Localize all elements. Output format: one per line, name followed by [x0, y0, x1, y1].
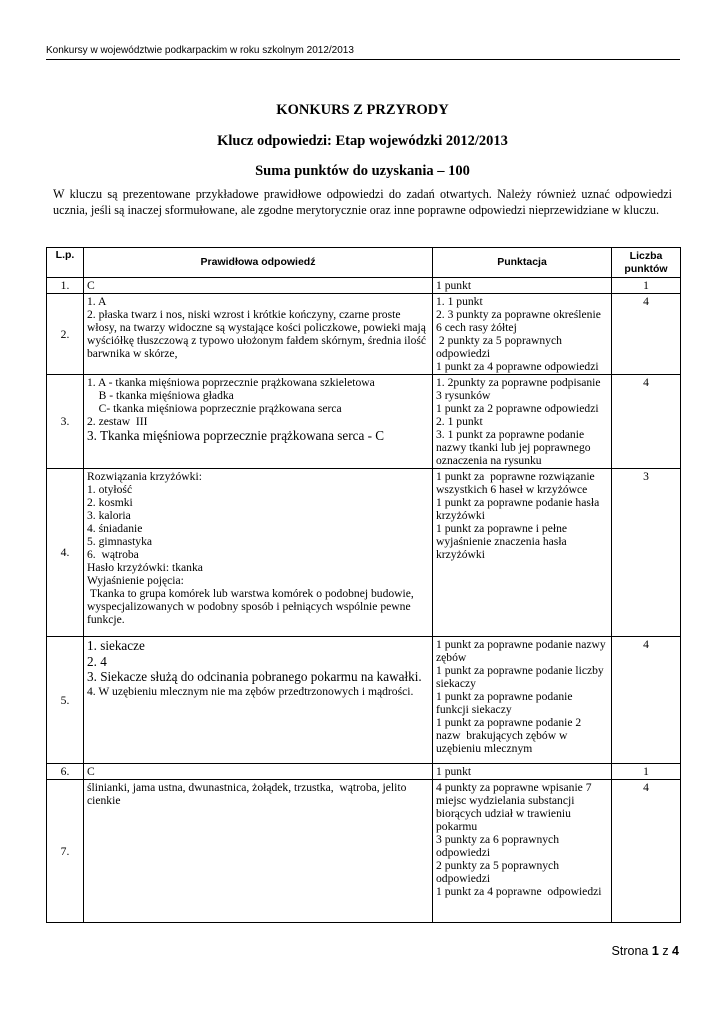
cell-line: Tkanka to grupa komórek lub warstwa komórek o podobnej budowie, wyspecjalizowanych w podobny sposób i pełniących wspólnie pewne funkcje. [87, 587, 417, 626]
cell-line: 3. Tkanka mięśniowa poprzecznie prążkowana serca - C [87, 428, 385, 443]
answer-key-table [46, 247, 681, 923]
cell-line: 2. płaska twarz i nos, niski wzrost i krótkie kończyny, czarne proste włosy, na twarzy widoczne są wystające kości policzkowe, powieki mają wyściółkę tłuszczową z typowo ułożonym fałdem skórnym, średnia ilość barwnika w skórze, [87, 308, 429, 360]
cell-line: 1 punkt za poprawne podanie nazwy zębów [436, 638, 609, 664]
cell-line: 3. Siekacze służą do odcinania pobranego pokarmu na kawałki. [87, 669, 422, 684]
cell-points: 4 [612, 375, 681, 469]
cell-answer [84, 278, 433, 294]
cell-lp: 3. [47, 375, 84, 469]
cell-line: 1 punkt za poprawne podanie liczby siekaczy [436, 664, 607, 690]
cell-scoring [433, 637, 612, 764]
cell-line: B - tkanka mięśniowa gładka [87, 389, 234, 402]
cell-line: Rozwiązania krzyżówki: [87, 470, 202, 483]
cell-line: C [87, 765, 95, 778]
cell-points: 1 [612, 764, 681, 780]
cell-line: 6. wątroba [87, 548, 139, 561]
cell-line: Wyjaśnienie pojęcia: [87, 574, 184, 587]
cell-lp: 7. [47, 780, 84, 923]
cell-line: Hasło krzyżówki: tkanka [87, 561, 203, 574]
cell-line: 2. kosmki [87, 496, 133, 509]
cell-scoring [433, 780, 612, 923]
table-row [47, 375, 681, 469]
cell-line: 3. kaloria [87, 509, 131, 522]
cell-line: C [87, 279, 95, 292]
table-row [47, 780, 681, 923]
cell-line: 1. 2punkty za poprawne podpisanie 3 rysunków [436, 376, 604, 402]
table-row [47, 294, 681, 375]
cell-line: 1 punkt za poprawne i pełne wyjaśnienie znaczenia hasła krzyżówki [436, 522, 570, 561]
cell-points: 4 [612, 780, 681, 923]
footer-separator: z [662, 944, 669, 958]
cell-scoring [433, 764, 612, 780]
cell-answer [84, 469, 433, 637]
header-lp: L.p. [47, 248, 84, 278]
document-subtitle: Klucz odpowiedzi: Etap wojewódzki 2012/2013 [217, 133, 508, 149]
cell-line: 1 punkt [436, 765, 472, 778]
cell-answer [84, 375, 433, 469]
cell-line: 2. 4 [87, 653, 107, 669]
cell-line: C- tkanka mięśniowa poprzecznie prążkowana serca [87, 402, 342, 415]
document-title: KONKURS Z PRZYRODY [276, 102, 449, 118]
table-row [47, 278, 681, 294]
cell-line: 4. W uzębieniu mlecznym nie ma zębów przedtrzonowych i mądrości. [87, 684, 414, 698]
header-points: Liczba punktów [612, 248, 681, 278]
cell-line: 2. 3 punkty za poprawne określenie 6 cech rasy żółtej [436, 308, 604, 334]
cell-line: 2 punkty za 5 poprawnych odpowiedzi [436, 334, 565, 360]
cell-line: 1 punkt za 4 poprawne odpowiedzi [436, 360, 599, 373]
header-divider [46, 59, 680, 60]
cell-lp: 2. [47, 294, 84, 375]
intro-paragraph: W kluczu są prezentowane przykładowe prawidłowe odpowiedzi do zadań otwartych. Należy również uznać odpowiedzi ucznia, jeśli są inaczej sformułowane, ale zgodne merytorycznie oraz inne poprawne odpowiedzi nieprzewidziane w kluczu. [53, 187, 672, 217]
cell-line: 1. otyłość [87, 483, 133, 496]
cell-line: 1 punkt za poprawne podanie hasła krzyżówki [436, 496, 603, 522]
cell-line: 1. A [87, 295, 107, 308]
cell-points: 1 [612, 278, 681, 294]
table-row [47, 469, 681, 637]
cell-lp: 4. [47, 469, 84, 637]
cell-lp: 6. [47, 764, 84, 780]
cell-answer [84, 294, 433, 375]
cell-line: 5. gimnastyka [87, 535, 153, 548]
total-points-heading: Suma punktów do uzyskania – 100 [255, 163, 470, 179]
cell-lp: 1. [47, 278, 84, 294]
cell-line: 1 punkt za 2 poprawne odpowiedzi [436, 402, 599, 415]
cell-line: 4 punkty za poprawne wpisanie 7 miejsc wydzielania substancji biorących udział w trawieniu pokarmu [436, 781, 595, 833]
cell-line: 1 punkt za 4 poprawne odpowiedzi [436, 885, 602, 898]
footer-page-number: 1 [651, 944, 659, 958]
cell-points: 3 [612, 469, 681, 637]
cell-line: 1 punkt za poprawne rozwiązanie wszystkich 6 haseł w krzyżówce [436, 470, 598, 496]
cell-answer [84, 764, 433, 780]
cell-scoring [433, 294, 612, 375]
table-row [47, 764, 681, 780]
cell-line: ślinianki, jama ustna, dwunastnica, żołądek, trzustka, wątroba, jelito cienkie [87, 781, 410, 807]
footer-prefix: Strona [611, 944, 649, 958]
cell-line: 1 punkt za poprawne podanie funkcji siekaczy [436, 690, 576, 716]
header-answer: Prawidłowa odpowiedź [84, 248, 433, 278]
cell-line: 2. zestaw III [87, 415, 148, 428]
cell-points: 4 [612, 294, 681, 375]
cell-lp: 5. [47, 637, 84, 764]
cell-line: 1 punkt [436, 279, 472, 292]
cell-line: 2. 1 punkt [436, 415, 483, 428]
cell-line: 3 punkty za 6 poprawnych odpowiedzi [436, 833, 562, 859]
cell-line: 1 punkt za poprawne podanie 2 nazw brakujących zębów w uzębieniu mlecznym [436, 716, 585, 755]
cell-scoring [433, 375, 612, 469]
cell-answer [84, 780, 433, 923]
table-row [47, 637, 681, 764]
cell-line: 1. siekacze [87, 638, 145, 653]
cell-line: 1. 1 punkt [436, 295, 483, 308]
cell-answer [84, 637, 433, 764]
footer-total-pages: 4 [672, 944, 679, 958]
page-footer [612, 944, 679, 958]
cell-line: 4. śniadanie [87, 522, 143, 535]
cell-scoring [433, 469, 612, 637]
cell-line: 3. 1 punkt za poprawne podanie nazwy tkanki lub jej poprawnego oznaczenia na rysunku [436, 428, 594, 467]
header-scoring: Punktacja [433, 248, 612, 278]
cell-points: 4 [612, 637, 681, 764]
page-header-note: Konkursy w województwie podkarpackim w roku szkolnym 2012/2013 [46, 45, 354, 56]
cell-line: 1. A - tkanka mięśniowa poprzecznie prążkowana szkieletowa [87, 376, 375, 389]
cell-scoring [433, 278, 612, 294]
table-header-row [47, 248, 681, 278]
cell-line: 2 punkty za 5 poprawnych odpowiedzi [436, 859, 565, 885]
